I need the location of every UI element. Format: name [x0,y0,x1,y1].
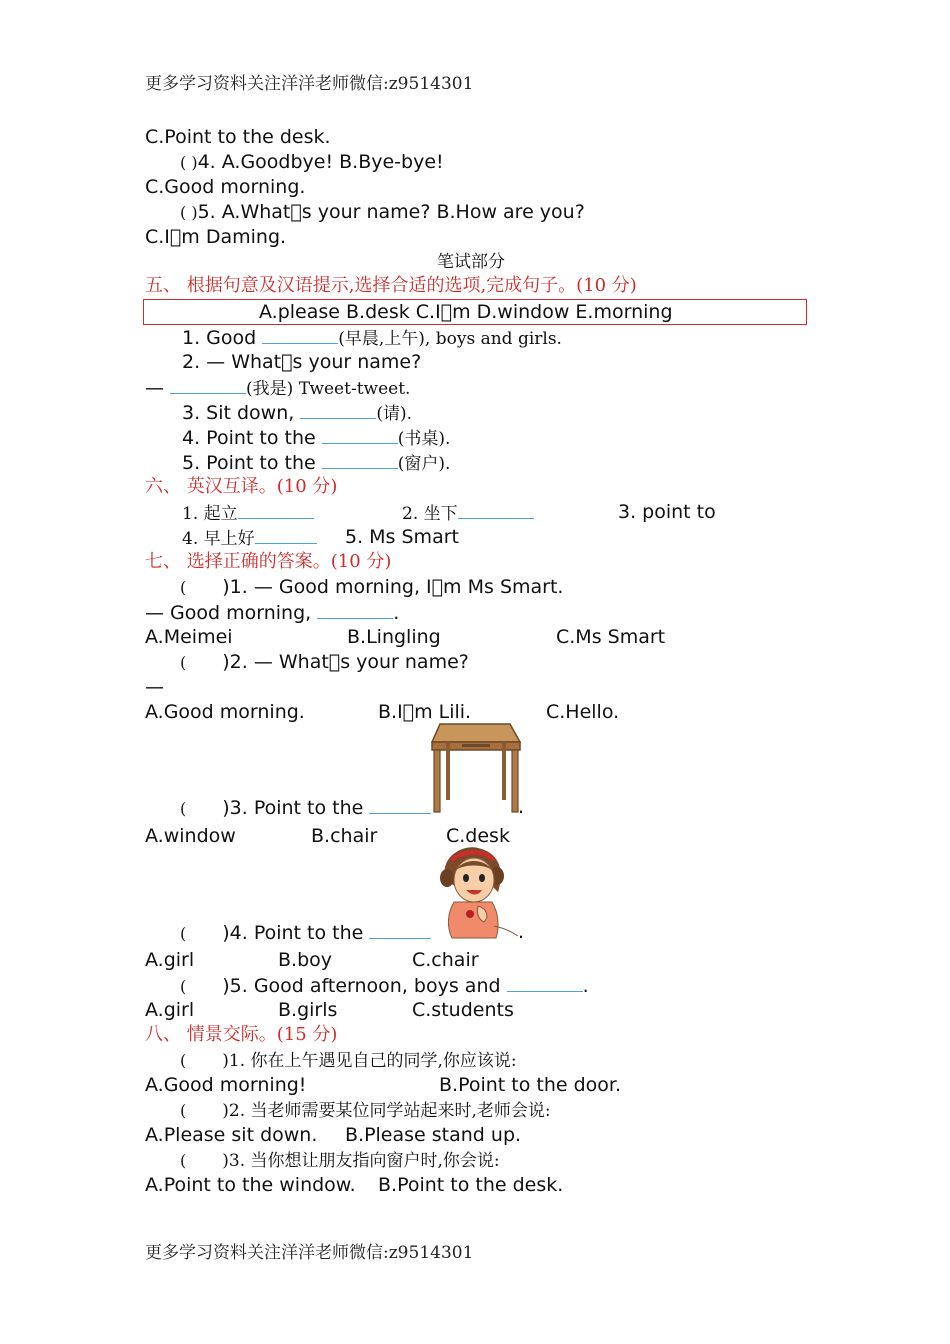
dash: — [145,377,164,399]
s5-q2-reply [145,375,410,401]
answer-blank[interactable] [255,525,317,544]
s8-q1-opt-a: A.Good morning! [145,1074,307,1096]
s8-q3-opt-a: A.Point to the window. [145,1174,356,1196]
s6-i1 [182,500,314,526]
s7-q2-opt-c: C.Hello. [546,701,620,723]
s5-q1-a: 1. Good [182,327,257,349]
answer-paren[interactable]: ( [180,1051,187,1070]
s5-q1 [182,325,562,351]
answer-paren[interactable]: ( ) [180,153,198,172]
period: . [582,975,589,997]
section7-title: 七、 选择正确的答案。(10 分) [145,551,392,572]
s7-q4-end: . [518,921,525,943]
s6-i4 [182,525,317,551]
listening-q5-optc: C.I m Daming. [145,226,287,248]
s5-q1-b: (早晨,上午), boys and girls. [338,329,562,349]
footer-note: 更多学习资料关注洋洋老师微信:z9514301 [145,1243,474,1263]
s7-q4-opt-b: B.boy [278,949,333,971]
answer-paren[interactable]: ( [180,653,187,672]
answer-blank[interactable] [170,375,246,394]
s7-q3-opt-c: C.desk [446,825,510,847]
section8-title: 八、 情景交际。(15 分) [145,1024,338,1045]
s5-q4 [182,425,450,451]
s7-q2-stem: )2. — What s your name? [222,651,469,673]
written-title: 笔试部分 [437,252,505,272]
s5-q2: 2. — What s your name? [182,351,422,373]
s7-q1-opt-b: B.Lingling [347,626,441,648]
girl-picture [434,846,524,940]
s7-q1-opt-a: A.Meimei [145,626,233,648]
s7-q5-opt-c: C.students [412,999,514,1021]
section6-title: 六、 英汉互译。(10 分) [145,476,338,497]
s8-q2-stem: )2. 当老师需要某位同学站起来时,老师会说: [222,1101,551,1121]
s5-q3-a: 3. Sit down, [182,402,295,424]
s7-q5-opt-b: B.girls [278,999,338,1021]
section5-options: A.please B.desk C.I m D.window E.morning [259,301,673,323]
answer-blank[interactable] [507,973,583,992]
s8-q3 [180,1148,500,1173]
listening-q4 [180,150,444,175]
s8-q1-stem: )1. 你在上午遇见自己的同学,你应该说: [222,1051,517,1071]
s7-q5-stem: )5. Good afternoon, boys and [222,975,501,997]
listening-q3-optc: C.Point to the desk. [145,126,331,148]
s8-q2-opt-b: B.Please stand up. [345,1124,522,1146]
s6-i1-text: 1. 起立 [182,504,238,524]
s7-q5 [180,973,589,999]
answer-paren[interactable]: ( [180,799,187,818]
s7-q5-opt-a: A.girl [145,999,195,1021]
s6-i2-text: 2. 坐下 [402,504,458,524]
answer-paren[interactable]: ( ) [180,203,198,222]
section5-title: 五、 根据句意及汉语提示,选择合适的选项,完成句子。(10 分) [145,275,637,296]
answer-blank[interactable] [369,795,431,814]
answer-paren[interactable]: ( [180,977,187,996]
s6-i3: 3. point to [618,501,716,523]
s7-q2-reply: — [145,676,164,698]
s5-q3 [182,400,412,426]
s7-q2-opt-a: A.Good morning. [145,701,305,723]
answer-paren[interactable]: ( [180,578,187,597]
s5-q4-b: (书桌). [397,429,451,449]
s7-q4-opt-a: A.girl [145,949,195,971]
s5-q2-hint: (我是) Tweet-tweet. [246,379,411,399]
listening-q5 [180,200,585,225]
s7-q2 [180,650,469,675]
s7-q3-opt-a: A.window [145,825,236,847]
answer-blank[interactable] [369,920,431,939]
period: . [393,602,400,624]
listening-q4-optc: C.Good morning. [145,176,306,198]
answer-blank[interactable] [238,500,314,519]
s5-q5-a: 5. Point to the [182,452,316,474]
s7-q4-opt-c: C.chair [412,949,479,971]
reply-text: — Good morning, [145,602,312,624]
s8-q3-stem: )3. 当你想让朋友指向窗户时,你会说: [222,1151,500,1171]
s7-q1-reply [145,600,399,625]
s7-q1-stem: )1. — Good morning, I m Ms Smart. [222,576,564,598]
answer-blank[interactable] [322,425,398,444]
s8-q2 [180,1098,551,1123]
answer-paren[interactable]: ( [180,1151,187,1170]
s6-i5: 5. Ms Smart [345,526,459,548]
s7-q3-end: . [518,796,525,818]
s5-q5 [182,450,450,476]
s8-q1 [180,1048,517,1073]
q4-stem: 4. A.Goodbye! B.Bye-bye! [197,151,444,173]
s7-q2-opt-b: B.I m Lili. [378,701,472,723]
s7-q1-opt-c: C.Ms Smart [556,626,666,648]
s8-q3-opt-b: B.Point to the desk. [378,1174,564,1196]
s6-i2 [402,500,534,526]
s5-q5-b: (窗户). [397,454,451,474]
answer-paren[interactable]: ( [180,924,187,943]
s7-q3-stem: )3. Point to the [222,797,364,819]
desk-picture [430,720,522,816]
s7-q3 [180,795,431,821]
s7-q3-opt-b: B.chair [311,825,378,847]
s8-q2-opt-a: A.Please sit down. [145,1124,318,1146]
q5-stem: 5. A.What s your name? B.How are you? [197,201,585,223]
answer-paren[interactable]: ( [180,1101,187,1120]
s6-i4-text: 4. 早上好 [182,529,255,549]
answer-blank[interactable] [317,600,393,619]
answer-blank[interactable] [262,325,338,344]
s7-q4-stem: )4. Point to the [222,922,364,944]
answer-blank[interactable] [322,450,398,469]
s7-q1 [180,575,563,600]
s5-q4-a: 4. Point to the [182,427,316,449]
answer-blank[interactable] [458,500,534,519]
s5-q3-b: (请). [376,404,413,424]
s8-q1-opt-b: B.Point to the door. [439,1074,622,1096]
s7-q4 [180,920,431,946]
header-note: 更多学习资料关注洋洋老师微信:z9514301 [145,74,474,94]
answer-blank[interactable] [300,400,376,419]
